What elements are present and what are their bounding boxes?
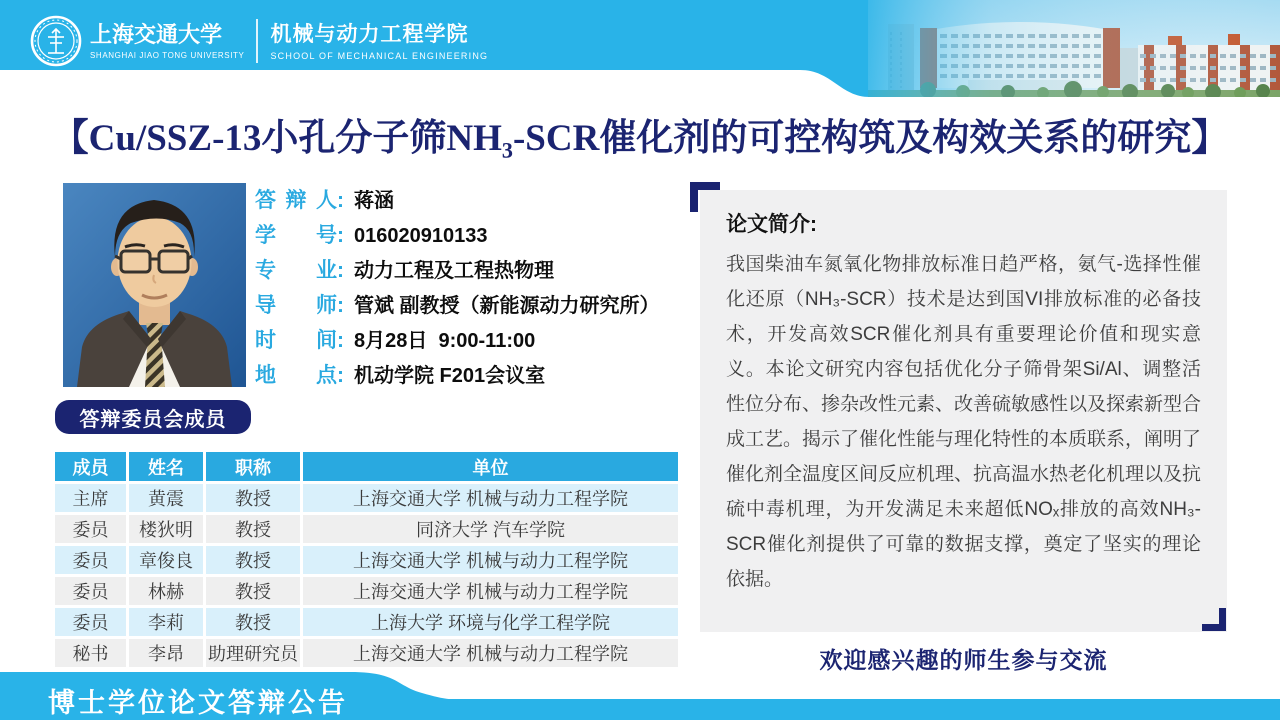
table-cell: 林赫 — [129, 577, 203, 605]
info-colon: : — [337, 224, 344, 247]
info-row-location — [255, 361, 685, 396]
university-logo-block — [30, 13, 488, 69]
welcome-message: 欢迎感兴趣的师生参与交流 — [819, 647, 1108, 673]
table-cell: 黄震 — [129, 484, 203, 512]
defense-info-list — [255, 186, 685, 396]
table-cell: 教授 — [206, 546, 300, 574]
info-label: 学号 — [255, 224, 337, 247]
table-cell: 上海交通大学 机械与动力工程学院 — [303, 484, 678, 512]
table-cell: 章俊良 — [129, 546, 203, 574]
page-header — [0, 0, 1280, 97]
table-header-title: 职称 — [206, 452, 300, 481]
school-name-cn: 机械与动力工程学院 — [270, 22, 469, 46]
table-cell: 李莉 — [129, 608, 203, 636]
info-colon: : — [337, 259, 344, 282]
table-cell: 李昂 — [129, 639, 203, 667]
header-curve-shape — [800, 0, 870, 97]
info-value: 机动学院 F201会议室 — [354, 365, 546, 387]
campus-photo — [868, 0, 1280, 97]
info-value: 016020910133 — [354, 225, 488, 247]
info-label: 时间 — [255, 329, 337, 352]
table-cell: 楼狄明 — [129, 515, 203, 543]
school-name-en: SCHOOL OF MECHANICAL ENGINEERING — [270, 50, 489, 61]
thesis-title: 【Cu/SSZ-13小孔分子筛NH₃-SCR催化剂的可控构筑及构效关系的研究】 — [51, 118, 1229, 159]
info-value: 管斌 副教授（新能源动力研究所） — [354, 295, 660, 317]
table-cell: 委员 — [55, 608, 126, 636]
info-colon: : — [337, 189, 344, 212]
table-header-name: 姓名 — [129, 452, 203, 481]
table-cell: 秘书 — [55, 639, 126, 667]
table-cell: 教授 — [206, 608, 300, 636]
sjtu-emblem-icon — [30, 15, 82, 67]
table-cell: 教授 — [206, 484, 300, 512]
table-header-role: 成员 — [55, 452, 126, 481]
footer-banner-title: 博士学位论文答辩公告 — [48, 688, 348, 718]
abstract-heading: 论文简介: — [726, 213, 817, 236]
info-row-advisor — [255, 291, 685, 326]
corner-bracket-bottom-right — [1202, 608, 1226, 631]
info-row-major — [255, 256, 685, 291]
table-cell: 上海大学 环境与化学工程学院 — [303, 608, 678, 636]
corner-bracket-top-left — [690, 182, 720, 212]
table-cell: 委员 — [55, 577, 126, 605]
committee-badge: 答辩委员会成员 — [55, 400, 251, 434]
table-cell: 教授 — [206, 577, 300, 605]
info-label: 地点 — [255, 364, 337, 387]
info-label: 答辩人 — [255, 189, 337, 212]
table-cell: 委员 — [55, 546, 126, 574]
committee-table — [55, 452, 678, 667]
info-value: 蒋涵 — [354, 190, 394, 212]
table-cell: 教授 — [206, 515, 300, 543]
table-cell: 同济大学 汽车学院 — [303, 515, 678, 543]
university-name-en: SHANGHAI JIAO TONG UNIVERSITY — [90, 51, 245, 60]
info-row-student-id — [255, 221, 685, 256]
candidate-photo — [63, 183, 246, 387]
info-label: 导师 — [255, 294, 337, 317]
info-colon: : — [337, 364, 344, 387]
info-colon: : — [337, 329, 344, 352]
abstract-body: 我国柴油车氮氧化物排放标准日趋严格，氨气-选择性催化还原（NH₃-SCR）技术是达到国VI排放标准的必备技术，开发高效SCR催化剂具有重要理论价值和现实意义。本论文研究内容包括优化分子筛骨架Si/Al、调整活性位分布、掺杂改性元素、改善硫敏感性以及探索新型合成工艺。揭示了催化性能与理化特性的本质联系，阐明了催化剂全温度区间反应机理、抗高温水热老化机理以及抗硫中毒机理，为开发满足未来超低NOₓ排放的高效NH₃-SCR催化剂提供了可靠的数据支撑，奠定了坚实的理论依据。 — [726, 254, 1202, 590]
abstract-panel — [700, 190, 1227, 632]
university-name-cn: 上海交通大学 — [90, 22, 223, 47]
table-cell: 上海交通大学 机械与动力工程学院 — [303, 639, 678, 667]
table-cell: 上海交通大学 机械与动力工程学院 — [303, 577, 678, 605]
info-colon: : — [337, 294, 344, 317]
table-cell: 委员 — [55, 515, 126, 543]
info-row-time — [255, 326, 685, 361]
info-row-candidate — [255, 186, 685, 221]
header-divider — [256, 19, 258, 63]
info-value: 动力工程及工程热物理 — [354, 260, 554, 282]
info-value: 8月28日 9:00-11:00 — [354, 330, 536, 352]
table-cell: 上海交通大学 机械与动力工程学院 — [303, 546, 678, 574]
table-cell: 主席 — [55, 484, 126, 512]
info-label: 专业 — [255, 259, 337, 282]
table-cell: 助理研究员 — [206, 639, 300, 667]
table-header-affiliation: 单位 — [303, 452, 678, 481]
